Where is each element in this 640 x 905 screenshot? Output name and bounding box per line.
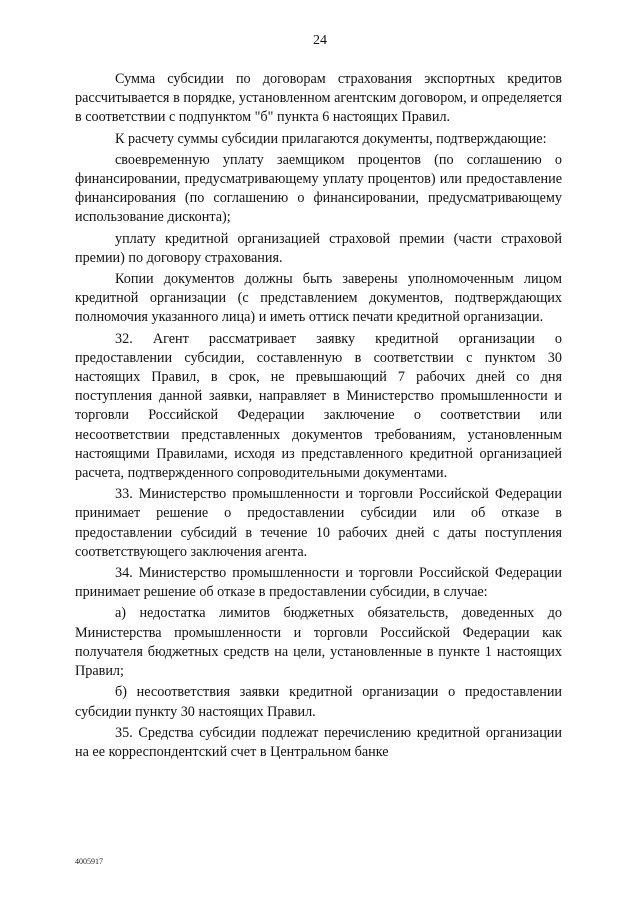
paragraph-clause-32: 32. Агент рассматривает заявку кредитной организации о предоставлении субсидии, составленную в соответствии с пунктом 30 настоящих Правил, в срок, не превышающий 7 рабочих дней со дня поступления данной заявки, направляет в Министерство промышленности и торговли Российской Федерации заключение о соответствии или несоответствии представленных документов требованиям, установленным настоящими Правилами, исходя из представленного кредитной организацией расчета, подтвержденного сопроводительными документами. xyxy=(75,330,562,482)
paragraph-clause-34: 34. Министерство промышленности и торговли Российской Федерации принимает решение об отказе в предоставлении субсидии, в случае: xyxy=(75,565,562,601)
page-number: 24 xyxy=(313,33,327,48)
paragraph-clause-34-b: б) несоответствия заявки кредитной организации о предоставлении субсидии пункту 30 настоящих Правил. xyxy=(75,684,562,720)
paragraph-clause-33: 33. Министерство промышленности и торговли Российской Федерации принимает решение о предоставлении субсидии или об отказе в предоставлении субсидий в течение 10 рабочих дней с даты поступления соответствующего заключения агента. xyxy=(75,486,562,560)
paragraph-subsidy-calculation: Сумма субсидии по договорам страхования экспортных кредитов рассчитывается в порядке, установленном агентским договором, и определяется в соответствии с подпунктом "б" пункта 6 настоящих Правил. xyxy=(75,71,562,126)
paragraph-insurance-premium: уплату кредитной организацией страховой премии (части страховой премии) по договору страхования. xyxy=(75,230,562,266)
document-code: 4005917 xyxy=(75,857,103,866)
paragraph-clause-35: 35. Средства субсидии подлежат перечислению кредитной организации на ее корреспондентский счет в Центральном банке xyxy=(75,724,562,760)
paragraph-documents-attached: К расчету суммы субсидии прилагаются документы, подтверждающие: xyxy=(115,130,547,147)
paragraph-clause-34-a: а) недостатка лимитов бюджетных обязательств, доведенных до Министерства промышленности и торговли Российской Федерации как получателя бюджетных средств на цели, установленные в пункте 1 настоящих Правил; xyxy=(75,605,562,680)
document-body xyxy=(75,70,562,762)
paragraph-document-copies: Копии документов должны быть заверены уполномоченным лицом кредитной организации (с представлением документов, подтверждающих полномочия указанного лица) и иметь оттиск печати кредитной организации. xyxy=(75,271,562,326)
paragraph-interest-payment: своевременную уплату заемщиком процентов (по соглашению о финансировании, предусматривающему уплату процентов) или предоставление финансирования (по соглашению о финансировании, предусматривающему использование дисконта); xyxy=(75,151,562,226)
